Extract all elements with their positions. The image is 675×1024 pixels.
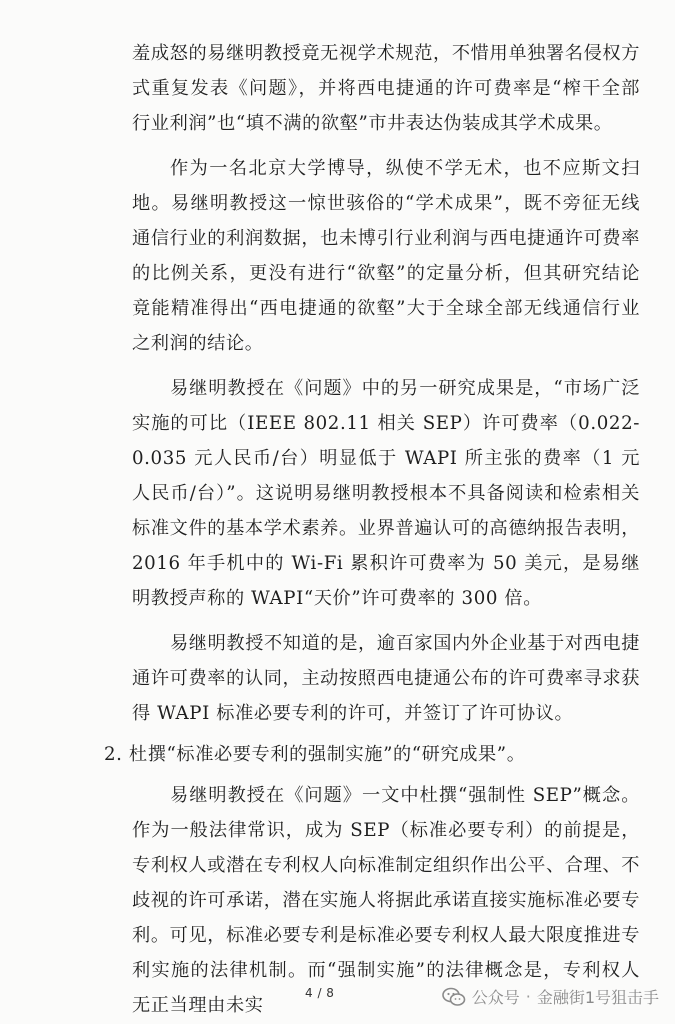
document-body bbox=[104, 36, 640, 1023]
page-number: 4 / 8 bbox=[305, 986, 335, 1000]
section-heading: 2. 杜撰“标准必要专利的强制实施”的“研究成果”。 bbox=[104, 744, 526, 765]
watermark-separator: · bbox=[525, 987, 531, 1006]
paragraph-2: 作为一名北京大学博导，纵使不学无术，也不应斯文扫地。易继明教授这一惊世骇俗的“学术成果”，既不旁征无线通信行业的利润数据，也未博引行业利润与西电捷通许可费率的比例关系，更没有进行“欲壑”的定量分析，但其研究结论竟能精准得出“西电捷通的欲壑”大于全球全部无线通信行业之利润的结论。 bbox=[132, 158, 640, 354]
paragraph-3: 易继明教授在《问题》中的另一研究成果是，“市场广泛实施的可比（IEEE 802.11 相关 SEP）许可费率（0.022-0.035 元人民币/台）明显低于 WAPI 所主张的费率（1 元人民币/台）”。这说明易继明教授根本不具备阅读和检索相关标准文件的基本学术素养。业界普遍认可的高德纳报告表明，2016 年手机中的 Wi-Fi 累积许可费率为 50 美元，是易继明教授声称的 WAPI“天价”许可费率的 300 倍。 bbox=[132, 378, 640, 609]
watermark bbox=[442, 985, 659, 1008]
watermark-label: 公众号 bbox=[471, 988, 520, 1007]
paragraph-4: 易继明教授不知道的是，逾百家国内外企业基于对西电捷通许可费率的认同，主动按照西电捷通公布的许可费率寻求获得 WAPI 标准必要专利的许可，并签订了许可协议。 bbox=[132, 633, 640, 724]
watermark-name: 金融街1号狙击手 bbox=[536, 988, 659, 1007]
paragraph-1: 羞成怒的易继明教授竟无视学术规范，不惜用单独署名侵权方式重复发表《问题》，并将西电捷通的许可费率是“榨干全部行业利润”也“填不满的欲壑”市井表达伪装成其学术成果。 bbox=[132, 43, 640, 134]
paragraph-5: 易继明教授在《问题》一文中杜撰“强制性 SEP”概念。作为一般法律常识，成为 SEP（标准必要专利）的前提是，专利权人或潜在专利权人向标准制定组织作出公平、合理、不歧视的许可承诺，潜在实施人将据此承诺直接实施标准必要专利。可见，标准必要专利是标准必要专利权人最大限度推进专利实施的法律机制。而“强制实施”的法律概念是，专利权人无正当理由未实 bbox=[132, 785, 640, 1016]
wechat-icon bbox=[442, 987, 466, 1007]
